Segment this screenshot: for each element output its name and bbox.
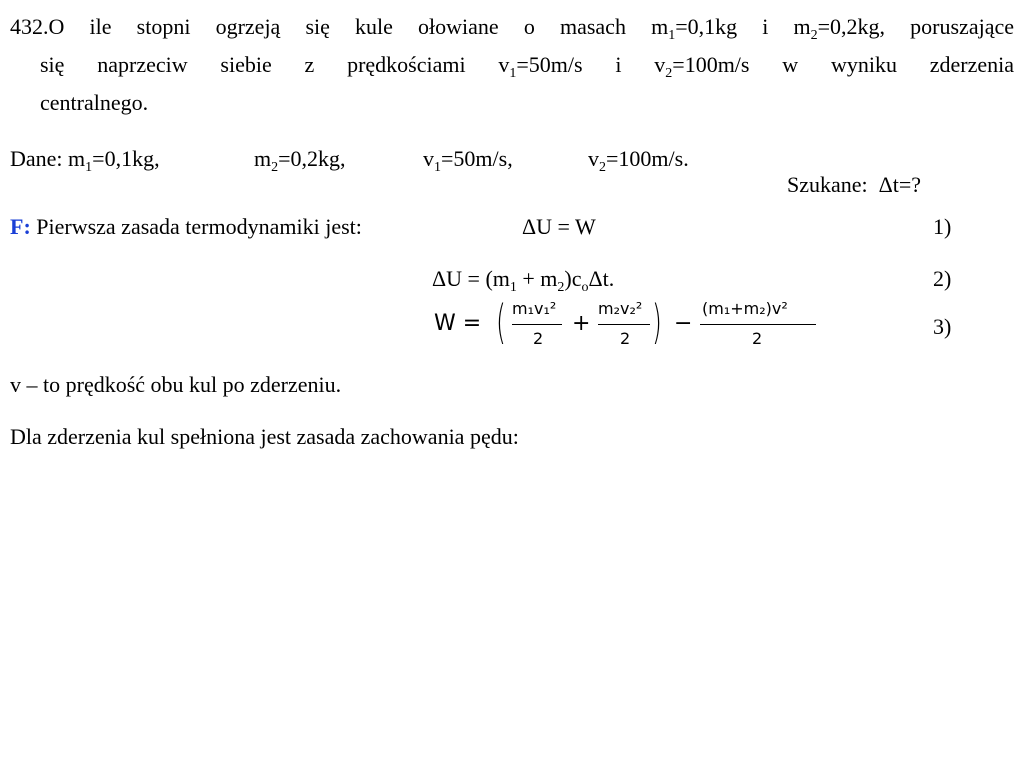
left-paren: ( <box>496 295 506 349</box>
equation-2 <box>432 266 615 295</box>
problem-line-2 <box>40 52 1015 81</box>
text: Dla zderzenia kul spełniona jest zasada zachowania pędu: <box>10 424 519 449</box>
equation-1 <box>522 214 596 240</box>
eq3-term1-denominator: 2 <box>533 329 544 348</box>
problem-line-1 <box>10 14 1014 43</box>
equation-3 <box>432 294 832 356</box>
given-m2 <box>254 146 346 175</box>
equation-3-number <box>933 314 951 340</box>
text: Szukane: Δt=? <box>787 172 922 197</box>
subscript: 1 <box>85 160 93 175</box>
eq3-term3-denominator: 2 <box>752 329 763 348</box>
sought-quantity <box>776 146 921 198</box>
eq3-term3-fraction-bar <box>700 324 816 325</box>
subscript: 1 <box>668 28 676 43</box>
eq3-plus: + <box>572 311 591 336</box>
text: ΔU = W <box>522 214 596 239</box>
right-paren: ) <box>652 295 662 349</box>
problem-line-3 <box>40 90 148 116</box>
eq3-term2-fraction-bar <box>598 324 650 325</box>
text: )c <box>564 266 582 291</box>
text: =50m/s, <box>441 146 513 171</box>
text: się naprzeciw siebie z prędkościami v <box>40 52 510 77</box>
subscript: 2 <box>271 160 279 175</box>
text: =100m/s. <box>606 146 689 171</box>
text: m <box>254 146 272 171</box>
text: 3) <box>933 314 952 339</box>
subscript: 1 <box>509 66 517 81</box>
eq3-minus: − <box>674 311 693 336</box>
subscript: 1 <box>434 160 441 175</box>
eq3-term3-numerator: (m₁+m₂)v² <box>702 299 788 318</box>
given-v1 <box>423 146 513 175</box>
text: =0,2kg, <box>278 146 346 171</box>
text: =0,1kg i m <box>675 14 811 39</box>
subscript: 1 <box>509 280 517 295</box>
section-label: F: <box>10 214 31 239</box>
given-v2 <box>588 146 689 175</box>
text: v <box>588 146 599 171</box>
eq3-lhs: W = <box>434 311 482 336</box>
given-data <box>10 146 160 175</box>
physics-principle <box>10 214 362 240</box>
given-m1: =0,1kg, <box>92 146 160 171</box>
equation-2-number <box>933 266 951 292</box>
text: 2) <box>933 266 952 291</box>
subscript: 2 <box>599 160 606 175</box>
text: + m <box>516 266 558 291</box>
eq3-term1-numerator: m₁v₁² <box>512 299 557 318</box>
text: =100m/s w wyniku zderzenia <box>672 52 1015 77</box>
eq3-term1-fraction-bar <box>512 324 562 325</box>
momentum-note <box>10 424 519 450</box>
text: centralnego. <box>40 90 149 115</box>
text: Δt. <box>588 266 615 291</box>
equation-1-number <box>933 214 951 240</box>
text: ΔU = (m <box>432 266 510 291</box>
velocity-note <box>10 372 341 398</box>
text: v <box>423 146 434 171</box>
eq3-term2-denominator: 2 <box>620 329 631 348</box>
subscript: 2 <box>665 66 673 81</box>
text: v – to prędkość obu kul po zderzeniu. <box>10 372 342 397</box>
text: =0,2kg, poruszające <box>817 14 1014 39</box>
subscript: 2 <box>557 280 565 295</box>
subscript: 2 <box>810 28 818 43</box>
given-label: Dane: m <box>10 146 86 171</box>
text: Pierwsza zasada termodynamiki jest: <box>30 214 362 239</box>
subscript: o <box>581 280 589 295</box>
eq3-term2-numerator: m₂v₂² <box>598 299 643 318</box>
text: 1) <box>933 214 952 239</box>
text: =50m/s i v <box>516 52 666 77</box>
text: 432.O ile stopni ogrzeją się kule ołowiane o masach m <box>10 14 669 39</box>
